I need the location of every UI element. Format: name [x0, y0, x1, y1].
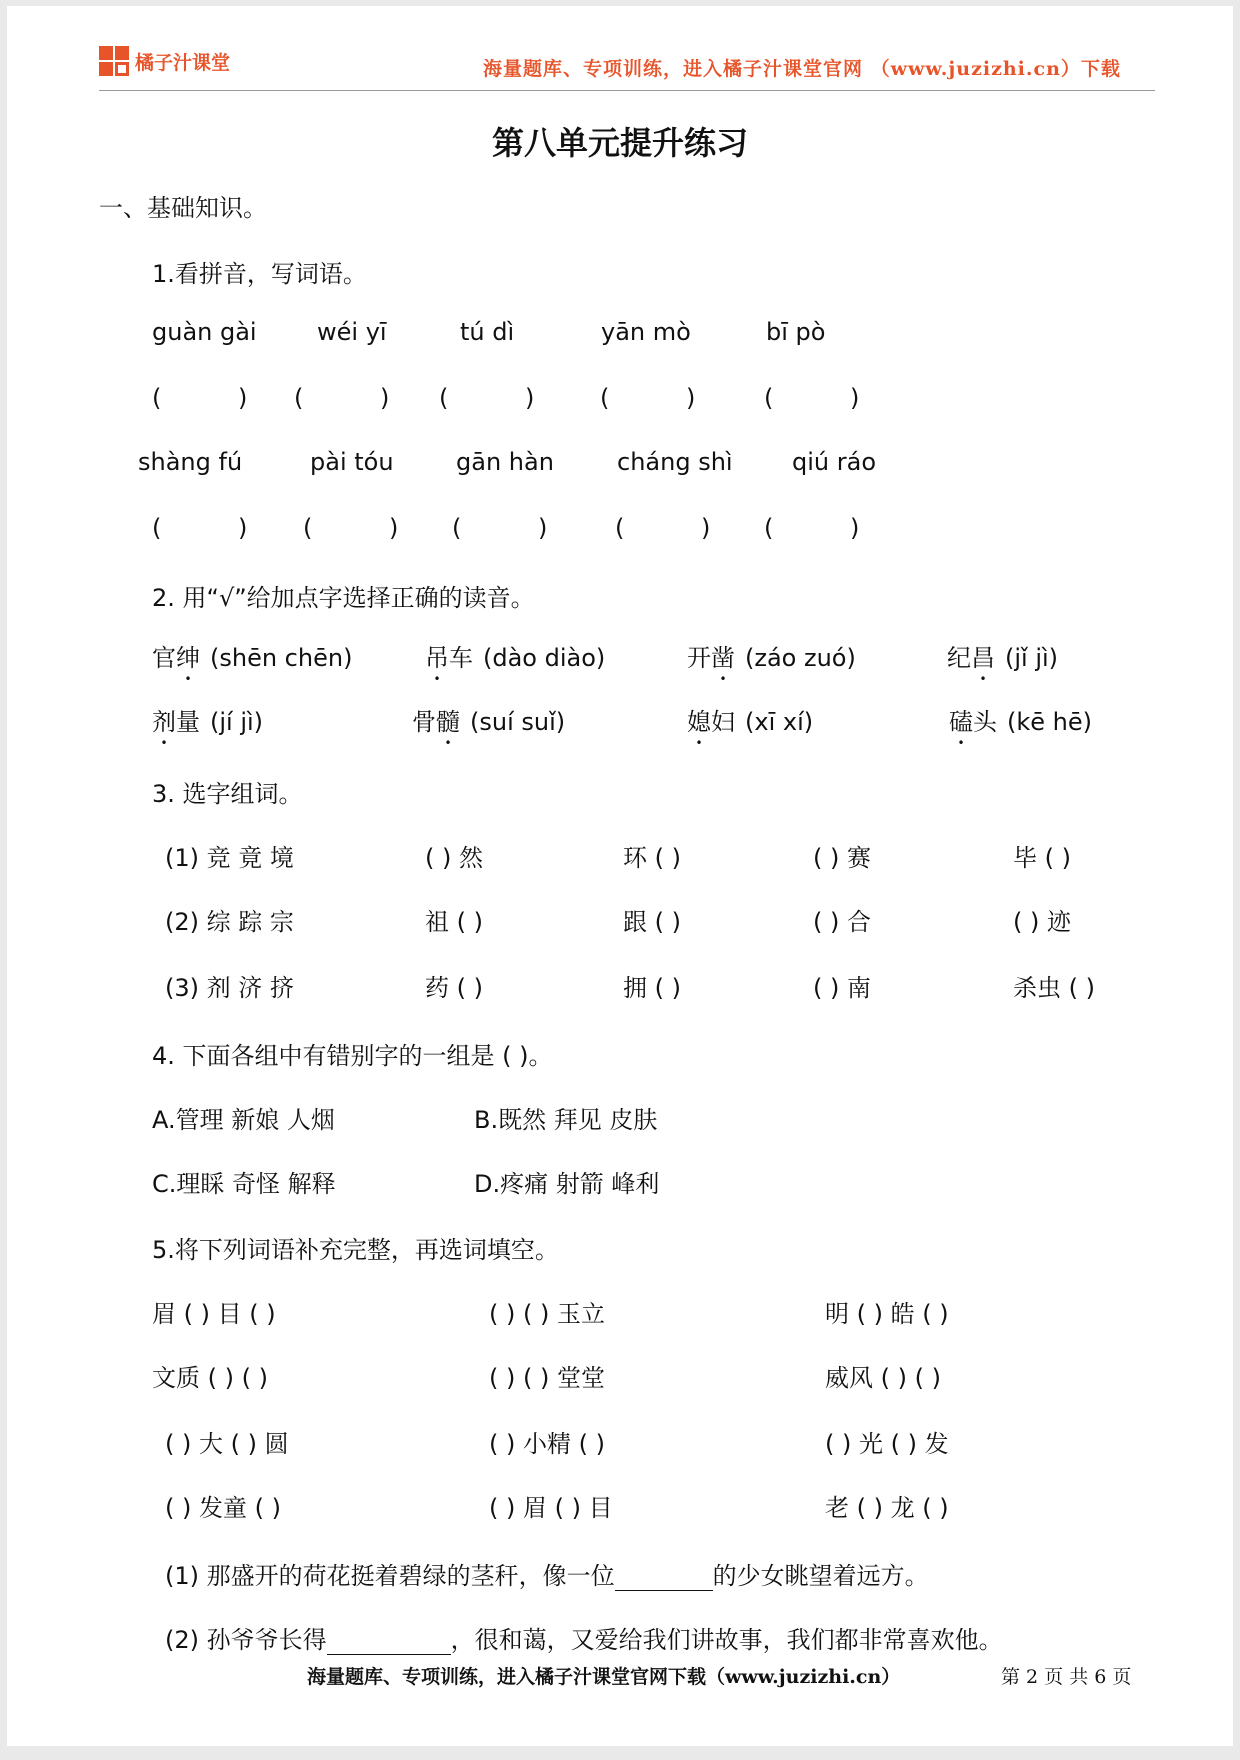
q3-fill-cell[interactable]: 跟 ( ): [623, 908, 681, 936]
pronunciation-item: [947, 638, 1058, 686]
answer-paren-close: ): [380, 384, 390, 412]
pinyin-item: guàn gài: [152, 318, 257, 346]
pronunciation-item: [687, 702, 813, 750]
footer-text: 海量题库、专项训练，进入橘子汁课堂官网下载（www.juzizhi.cn）: [307, 1666, 901, 1688]
answer-paren-open[interactable]: (: [294, 384, 304, 412]
reading-options[interactable]: (dào diào): [483, 644, 606, 672]
q3-fill-cell[interactable]: ( ) 南: [813, 974, 871, 1002]
section-heading: 一、基础知识。: [99, 194, 267, 222]
pinyin-item: cháng shì: [617, 448, 733, 476]
pronunciation-item: [152, 702, 263, 750]
pinyin-item: shàng fú: [138, 448, 243, 476]
q3-row-label: (3) 剂 济 挤: [165, 974, 294, 1002]
dotted-char: 吊: [425, 644, 449, 672]
q3-row-label: (2) 综 踪 宗: [165, 908, 294, 936]
answer-paren-open[interactable]: (: [764, 384, 774, 412]
reading-options[interactable]: (jǐ jì): [1005, 644, 1059, 672]
word-pre: 官: [152, 644, 176, 672]
q4-option-d: D.疼痛 射箭 峰利: [474, 1170, 660, 1198]
brand-logo: [99, 46, 230, 76]
answer-paren-close: ): [701, 514, 711, 542]
q3-fill-cell[interactable]: ( ) 赛: [813, 844, 871, 872]
q5-idiom-cell[interactable]: ( ) 大 ( ) 圆: [165, 1430, 289, 1458]
q5-idiom-cell[interactable]: ( ) ( ) 玉立: [489, 1300, 605, 1328]
q5-idiom-cell[interactable]: 明 ( ) 皓 ( ): [825, 1300, 949, 1328]
dotted-char: 绅: [176, 644, 200, 672]
q5-s1-pre: (1) 那盛开的荷花挺着碧绿的茎秆，像一位: [165, 1562, 615, 1590]
page-title: 第八单元提升练习: [491, 124, 748, 162]
pronunciation-item: [949, 702, 1092, 750]
reading-options[interactable]: (kē hē): [1007, 708, 1092, 736]
pinyin-item: bī pò: [766, 318, 826, 346]
q3-fill-cell[interactable]: ( ) 然: [425, 844, 483, 872]
answer-paren-open[interactable]: (: [303, 514, 313, 542]
header-divider: [99, 90, 1155, 91]
answer-paren-open[interactable]: (: [152, 384, 162, 412]
pinyin-item: qiú ráo: [792, 448, 876, 476]
logo-text: 橘子汁课堂: [135, 51, 231, 74]
reading-options[interactable]: (záo zuó): [745, 644, 856, 672]
pinyin-item: pài tóu: [310, 448, 394, 476]
answer-paren-open[interactable]: (: [439, 384, 449, 412]
q5-sentence-1: [165, 1556, 929, 1591]
reading-options[interactable]: (xī xí): [745, 708, 814, 736]
word-post: 量: [176, 708, 200, 736]
answer-paren-close: ): [238, 514, 248, 542]
reading-options[interactable]: (shēn chēn): [210, 644, 353, 672]
page-number: 第 2 页 共 6 页: [1001, 1666, 1132, 1688]
q4-option-c: C.理睬 奇怪 解释: [152, 1170, 336, 1198]
answer-paren-open[interactable]: (: [764, 514, 774, 542]
answer-paren-open[interactable]: (: [152, 514, 162, 542]
q5-s2-pre: (2) 孙爷爷长得: [165, 1626, 327, 1654]
answer-paren-open[interactable]: (: [452, 514, 462, 542]
q2-prompt: 2. 用“√”给加点字选择正确的读音。: [152, 584, 535, 612]
word-pre: 纪: [947, 644, 971, 672]
q5-idiom-cell[interactable]: ( ) 小精 ( ): [489, 1430, 605, 1458]
pinyin-item: wéi yī: [317, 318, 387, 346]
q3-fill-cell[interactable]: ( ) 合: [813, 908, 871, 936]
q3-fill-cell[interactable]: 药 ( ): [425, 974, 483, 1002]
q5-idiom-cell[interactable]: ( ) 发童 ( ): [165, 1494, 281, 1522]
answer-paren-close: ): [850, 384, 860, 412]
q3-fill-cell[interactable]: 环 ( ): [623, 844, 681, 872]
answer-paren-close: ): [238, 384, 248, 412]
pinyin-item: gān hàn: [456, 448, 554, 476]
q5-prompt: 5.将下列词语补充完整，再选词填空。: [152, 1236, 559, 1264]
dotted-char: 髓: [436, 708, 460, 736]
answer-paren-close: ): [850, 514, 860, 542]
q3-prompt: 3. 选字组词。: [152, 780, 303, 808]
word-post: 头: [973, 708, 997, 736]
answer-paren-open[interactable]: (: [615, 514, 625, 542]
q5-idiom-cell[interactable]: 文质 ( ) ( ): [152, 1364, 268, 1392]
pinyin-item: yān mò: [601, 318, 691, 346]
dotted-char: 磕: [949, 708, 973, 736]
q4-option-a: A.管理 新娘 人烟: [152, 1106, 335, 1134]
q5-idiom-cell[interactable]: ( ) ( ) 堂堂: [489, 1364, 605, 1392]
q3-fill-cell[interactable]: 毕 ( ): [1013, 844, 1071, 872]
q5-s2-post: ，很和蔼，又爱给我们讲故事，我们都非常喜欢他。: [450, 1626, 1003, 1654]
q5-s1-post: 的少女眺望着远方。: [712, 1562, 929, 1590]
word-pre: 开: [687, 644, 711, 672]
q5-idiom-cell[interactable]: ( ) 眉 ( ) 目: [489, 1494, 613, 1522]
pronunciation-item: [412, 702, 565, 750]
q5-s1-blank[interactable]: [615, 1564, 713, 1591]
word-post: 妇: [711, 708, 735, 736]
dotted-char: 媳: [687, 708, 711, 736]
reading-options[interactable]: (suí suǐ): [470, 708, 566, 736]
word-post: 车: [449, 644, 473, 672]
answer-paren-open[interactable]: (: [600, 384, 610, 412]
pronunciation-item: [687, 638, 856, 686]
q5-idiom-cell[interactable]: 老 ( ) 龙 ( ): [825, 1494, 949, 1522]
answer-paren-close: ): [686, 384, 696, 412]
q1-prompt: 1.看拼音，写词语。: [152, 260, 367, 288]
header-slogan: 海量题库、专项训练，进入橘子汁课堂官网 （www.juzizhi.cn）下载: [483, 58, 1121, 80]
q5-idiom-cell[interactable]: ( ) 光 ( ) 发: [825, 1430, 949, 1458]
answer-paren-close: ): [538, 514, 548, 542]
q5-s2-blank[interactable]: [327, 1628, 451, 1655]
pinyin-item: tú dì: [460, 318, 515, 346]
q4-option-b: B.既然 拜见 皮肤: [474, 1106, 658, 1134]
dotted-char: 剂: [152, 708, 176, 736]
dotted-char: 昌: [971, 644, 995, 672]
dotted-char: 凿: [711, 644, 735, 672]
document-page: [7, 6, 1233, 1746]
q3-row-label: (1) 竞 竟 境: [165, 844, 294, 872]
reading-options[interactable]: (jí jì): [210, 708, 264, 736]
q4-prompt: 4. 下面各组中有错别字的一组是 ( )。: [152, 1042, 553, 1070]
q5-sentence-2: [165, 1620, 1003, 1655]
answer-paren-close: ): [525, 384, 535, 412]
q3-fill-cell[interactable]: 拥 ( ): [623, 974, 681, 1002]
q3-fill-cell[interactable]: 杀虫 ( ): [1013, 974, 1095, 1002]
answer-paren-close: ): [389, 514, 399, 542]
pronunciation-item: [152, 638, 352, 686]
word-pre: 骨: [412, 708, 436, 736]
logo-grid-icon: [99, 46, 129, 76]
q5-idiom-cell[interactable]: 威风 ( ) ( ): [825, 1364, 941, 1392]
pronunciation-item: [425, 638, 605, 686]
q3-fill-cell[interactable]: 祖 ( ): [425, 908, 483, 936]
q5-idiom-cell[interactable]: 眉 ( ) 目 ( ): [152, 1300, 276, 1328]
q3-fill-cell[interactable]: ( ) 迹: [1013, 908, 1071, 936]
